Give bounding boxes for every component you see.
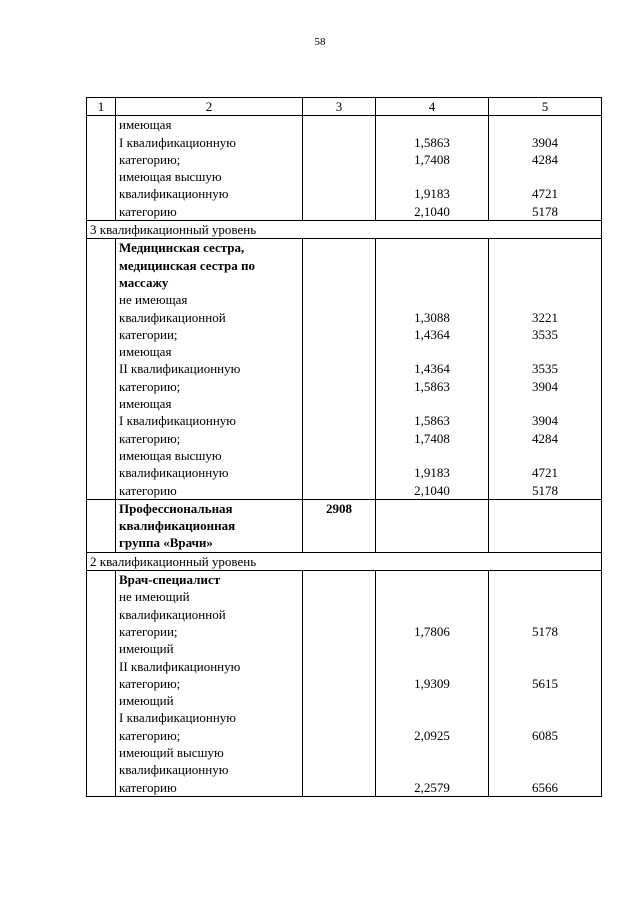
coefficient-value: 1,7408: [414, 430, 450, 446]
salary-value: 3904: [532, 134, 558, 150]
coefficient-value: [379, 709, 485, 726]
position-line: имеющая: [119, 344, 172, 360]
coefficient-value: [379, 658, 485, 675]
coefficient-value: [379, 291, 485, 308]
cell-coefficient: [376, 499, 489, 552]
position-line: имеющая высшую: [119, 169, 222, 185]
header-cell-4: 4: [376, 98, 489, 116]
cell-salary: [489, 116, 602, 221]
cell-base-salary: [303, 571, 376, 797]
position-line: имеющий высшую: [119, 744, 224, 760]
coefficient-value: [379, 447, 485, 464]
position-line: имеющая высшую: [119, 447, 222, 463]
coefficient-value: 1,7408: [414, 151, 450, 167]
position-line: квалификационной: [119, 309, 226, 325]
salary-value: [492, 239, 598, 256]
salary-value: 4284: [532, 430, 558, 446]
position-line: категорию;: [119, 727, 181, 743]
cell-coefficient: [376, 571, 489, 797]
table-row: [87, 239, 602, 499]
cell-salary: [489, 571, 602, 797]
salary-value: [492, 744, 598, 761]
position-line: категорию;: [119, 675, 181, 691]
position-line: категории;: [119, 326, 178, 342]
salary-value: 3535: [532, 361, 558, 377]
coefficient-value: 1,7806: [414, 623, 450, 639]
header-cell-1: 1: [87, 98, 116, 116]
salary-value: 3221: [532, 309, 558, 325]
salary-value: [492, 168, 598, 185]
position-line: II квалификационную: [119, 658, 241, 674]
salary-value: [492, 692, 598, 709]
salary-value: [492, 116, 598, 133]
qualification-level-row: [87, 221, 602, 239]
coefficient-value: 1,9183: [414, 186, 450, 202]
salary-value: [492, 257, 598, 274]
position-line: медицинская сестра по: [119, 257, 255, 273]
salary-value: [492, 274, 598, 291]
page-number: 58: [314, 36, 326, 48]
position-line: квалификационная: [119, 518, 236, 534]
salary-value: [492, 291, 598, 308]
position-line: категорию: [119, 779, 177, 795]
coefficient-value: [379, 588, 485, 605]
salary-value: 4721: [532, 465, 558, 481]
cell-position: [116, 116, 303, 221]
salary-value: 4284: [532, 151, 558, 167]
base-salary-value: 2908: [326, 500, 352, 516]
coefficient-value: 1,9183: [414, 465, 450, 481]
coefficient-value: 1,4364: [414, 361, 450, 377]
position-line: категорию: [119, 482, 177, 498]
coefficient-value: [379, 606, 485, 623]
position-line: Профессиональная: [119, 500, 233, 516]
position-line: имеющий: [119, 693, 174, 709]
position-line: категорию: [119, 203, 177, 219]
coefficient-value: 1,4364: [414, 326, 450, 342]
position-line: квалификационную: [119, 186, 229, 202]
cell-number: [87, 499, 116, 552]
position-line: имеющий: [119, 641, 174, 657]
coefficient-value: 2,2579: [414, 779, 450, 795]
cell-number: [87, 239, 116, 499]
coefficient-value: [379, 395, 485, 412]
cell-base-salary: [303, 116, 376, 221]
coefficient-value: 1,5863: [414, 413, 450, 429]
cell-number: [87, 116, 116, 221]
header-cell-3: 3: [303, 98, 376, 116]
cell-position: [116, 571, 303, 797]
salary-value: 3904: [532, 378, 558, 394]
position-line: I квалификационную: [119, 710, 236, 726]
table-row: [87, 571, 602, 797]
coefficient-value: 2,1040: [414, 203, 450, 219]
salary-value: [492, 640, 598, 657]
cell-position: [116, 499, 303, 552]
salary-value: [492, 343, 598, 360]
header-cell-5: 5: [489, 98, 602, 116]
salary-value: 6566: [532, 779, 558, 795]
salary-value: [492, 571, 598, 588]
salary-value: 3904: [532, 413, 558, 429]
qualification-level-label: 2 квалификационный уровень: [87, 552, 602, 570]
coefficient-value: 2,1040: [414, 482, 450, 498]
qualification-level-label: 3 квалификационный уровень: [87, 221, 602, 239]
position-line: квалификационную: [119, 762, 229, 778]
salary-value: 5615: [532, 675, 558, 691]
salary-value: [492, 447, 598, 464]
position-line: имеющая: [119, 396, 172, 412]
coefficient-value: [379, 761, 485, 778]
coefficient-value: 2,0925: [414, 727, 450, 743]
cell-salary: [489, 239, 602, 499]
coefficient-value: [379, 640, 485, 657]
coefficient-value: 1,5863: [414, 134, 450, 150]
salary-value: 6085: [532, 727, 558, 743]
cell-base-salary: [303, 499, 376, 552]
position-line: имеющая: [119, 117, 172, 133]
salary-value: [492, 658, 598, 675]
cell-number: [87, 571, 116, 797]
table-row: [87, 499, 602, 552]
salary-value: [492, 761, 598, 778]
salary-value: 5178: [532, 623, 558, 639]
coefficient-value: 1,9309: [414, 675, 450, 691]
position-line: Врач-специалист: [119, 572, 221, 588]
coefficient-value: [379, 116, 485, 133]
header-cell-2: 2: [116, 98, 303, 116]
cell-salary: [489, 499, 602, 552]
position-line: категорию;: [119, 151, 181, 167]
position-line: не имеющая: [119, 292, 188, 308]
table-header-row: [87, 98, 602, 116]
position-line: II квалификационную: [119, 361, 241, 377]
salary-value: 5178: [532, 482, 558, 498]
coefficient-value: 1,3088: [414, 309, 450, 325]
position-line: I квалификационную: [119, 134, 236, 150]
cell-coefficient: [376, 116, 489, 221]
coefficient-value: [379, 274, 485, 291]
salary-value: [492, 606, 598, 623]
position-line: не имеющий: [119, 589, 190, 605]
cell-base-salary: [303, 239, 376, 499]
position-line: массажу: [119, 274, 169, 290]
table-row: [87, 116, 602, 221]
coefficient-value: [379, 343, 485, 360]
coefficient-value: [379, 692, 485, 709]
position-line: Медицинская сестра,: [119, 240, 245, 256]
coefficient-value: [379, 744, 485, 761]
salary-value: [492, 395, 598, 412]
cell-coefficient: [376, 239, 489, 499]
salary-value: 4721: [532, 186, 558, 202]
coefficient-value: [379, 571, 485, 588]
salary-value: 5178: [532, 203, 558, 219]
salary-value: 3535: [532, 326, 558, 342]
position-line: категории;: [119, 623, 178, 639]
position-line: группа «Врачи»: [119, 535, 213, 551]
coefficient-value: [379, 257, 485, 274]
position-line: квалификационной: [119, 606, 226, 622]
position-line: I квалификационную: [119, 413, 236, 429]
salary-value: [492, 588, 598, 605]
position-line: категорию;: [119, 378, 181, 394]
qualification-level-row: [87, 552, 602, 570]
coefficient-value: 1,5863: [414, 378, 450, 394]
position-line: категорию;: [119, 430, 181, 446]
table-body: [87, 98, 602, 797]
salary-value: [492, 709, 598, 726]
cell-position: [116, 239, 303, 499]
salary-table: [86, 97, 602, 797]
position-line: квалификационную: [119, 465, 229, 481]
coefficient-value: [379, 239, 485, 256]
coefficient-value: [379, 168, 485, 185]
